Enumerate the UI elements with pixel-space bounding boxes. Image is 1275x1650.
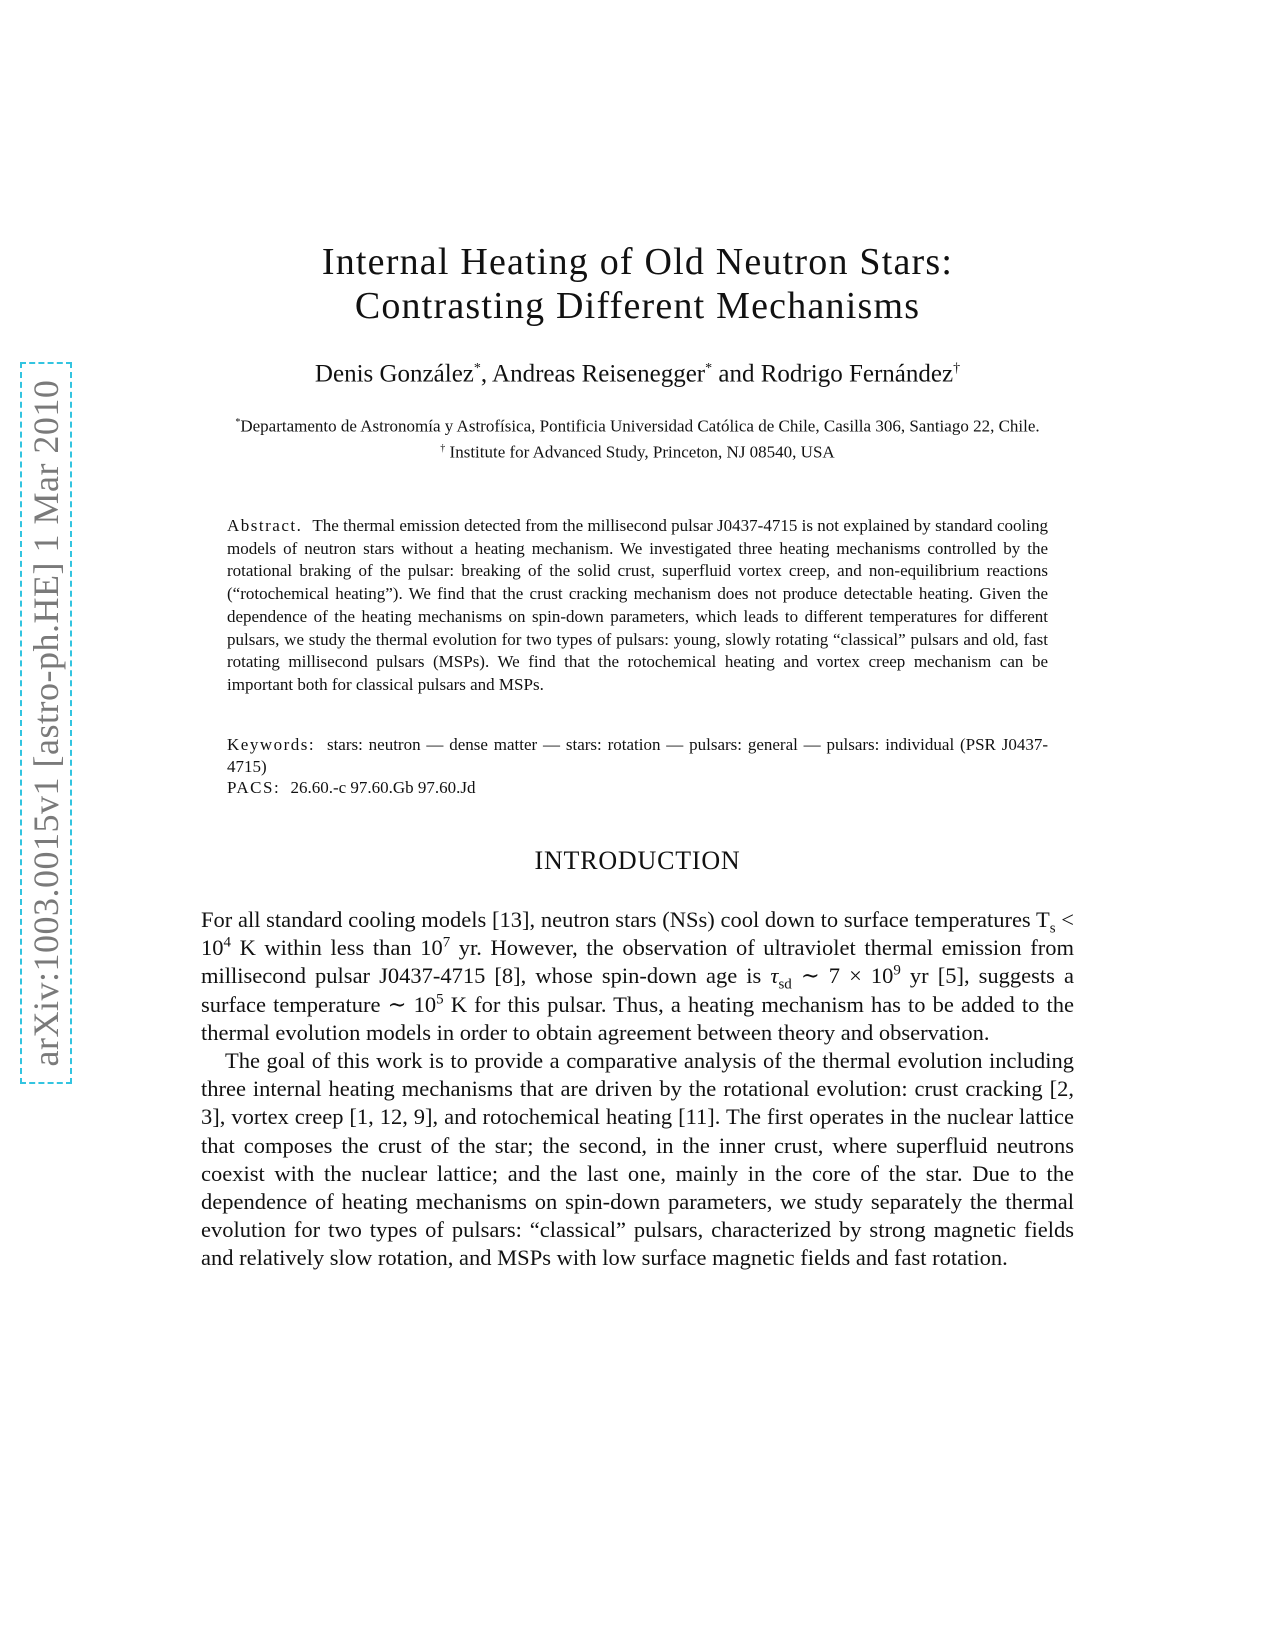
text-run: K within less than 10 <box>231 935 443 961</box>
author-separator: , <box>480 360 493 388</box>
text-run: yr. However, the observation of ultraviolet thermal emission from millisecond pulsar J0437-4715 [8], whose spin-down age is <box>201 935 1074 989</box>
paper-title <box>0 240 1275 328</box>
paragraph-2: The goal of this work is to provide a comparative analysis of the thermal evolution including three internal heating mechanisms that are driven by the rotational evolution: crust cracking [2, 3], vortex creep [1, 12, 9], and rotochemical heating [11]. The first operates in the nuclear lattice that composes the crust of the star; the second, in the inner crust, where superfluid neutrons coexist with the nuclear lattice; and the last one, mainly in the core of the star. Due to the dependence of heating mechanisms on spin-down parameters, we study separately the thermal evolution for two types of pulsars: “classical” pulsars, characterized by strong magnetic fields and relatively slow rotation, and MSPs with low surface magnetic fields and fast rotation. <box>201 1048 1074 1271</box>
subscript: s <box>1049 920 1056 937</box>
title-line-1: Internal Heating of Old Neutron Stars: <box>321 241 954 283</box>
keywords-text: stars: neutron — dense matter — stars: rotation — pulsars: general — pulsars: individual (PSR J0437-4715) <box>227 735 1049 776</box>
author-name: Andreas Reisenegger <box>492 360 706 388</box>
affiliation-mark: * <box>235 417 241 428</box>
exponent: 7 <box>442 934 451 951</box>
author-mark: * <box>473 361 481 376</box>
tau-symbol: τ <box>770 963 779 989</box>
author-separator: and <box>712 360 761 388</box>
affiliation-mark: † <box>440 442 446 454</box>
pacs-label: PACS: <box>227 778 281 797</box>
exponent: 4 <box>223 934 231 951</box>
arxiv-stamp-text: arXiv:1003.0015v1 [astro-ph.HE] 1 Mar 2010 <box>26 379 66 1067</box>
pacs-text: 26.60.-c 97.60.Gb 97.60.Jd <box>290 778 476 797</box>
author-name: Denis González <box>314 360 474 388</box>
exponent: 9 <box>893 962 901 979</box>
text-run: < 10 <box>201 907 1074 961</box>
exponent: 5 <box>436 991 444 1008</box>
text-run: yr [5], suggests a surface temperature ∼ 10 <box>201 963 1074 1017</box>
text-run: For all standard cooling models [13], neutron stars (NSs) cool down to surface temperatures T <box>201 907 1050 932</box>
affiliation-2 <box>180 438 1095 464</box>
section-heading: INTRODUCTION <box>534 846 741 875</box>
author-mark: * <box>705 361 713 376</box>
affiliation-text: Departamento de Astronomía y Astrofísica, Pontificia Universidad Católica de Chile, Casilla 306, Santiago 22, Chile. <box>240 416 1040 436</box>
author-mark: † <box>953 361 961 376</box>
title-line-2: Contrasting Different Mechanisms <box>354 285 921 327</box>
abstract <box>227 515 1048 697</box>
section-body <box>201 906 1074 1273</box>
text-run: K for this pulsar. Thus, a heating mechanism has to be added to the thermal evolution models in order to obtain agreement between theory and observation. <box>201 991 1074 1045</box>
subscript: sd <box>778 976 792 993</box>
author-list <box>0 354 1275 389</box>
author-name: Rodrigo Fernández <box>760 360 954 388</box>
affiliations <box>180 412 1095 463</box>
paragraph-1 <box>201 906 1074 1047</box>
abstract-text: The thermal emission detected from the millisecond pulsar J0437-4715 is not explained by standard cooling models of neutron stars without a heating mechanism. We investigated three heating mechanisms controlled by the rotational braking of the pulsar: breaking of the solid crust, superfluid vortex creep, and non-equilibrium reactions (“rotochemical heating”). We find that the crust cracking mechanism does not produce detectable heating. Given the dependence of the heating mechanisms on spin-down parameters, which leads to different temperatures for different pulsars, we study the thermal evolution for two types of pulsars: young, slowly rotating “classical” pulsars and old, fast rotating millisecond pulsars (MSPs). We find that the rotochemical heating and vortex creep mechanism can be important both for classical pulsars and MSPs. <box>227 516 1048 694</box>
affiliation-text: Institute for Advanced Study, Princeton, NJ 08540, USA <box>445 442 835 462</box>
text-run: ∼ 7 × 10 <box>791 963 894 989</box>
keywords-label: Keywords: <box>227 735 316 754</box>
affiliation-1 <box>180 412 1095 438</box>
keywords <box>227 734 1048 777</box>
abstract-label: Abstract. <box>227 516 303 535</box>
pacs <box>227 777 1048 799</box>
arxiv-stamp <box>20 362 72 1084</box>
